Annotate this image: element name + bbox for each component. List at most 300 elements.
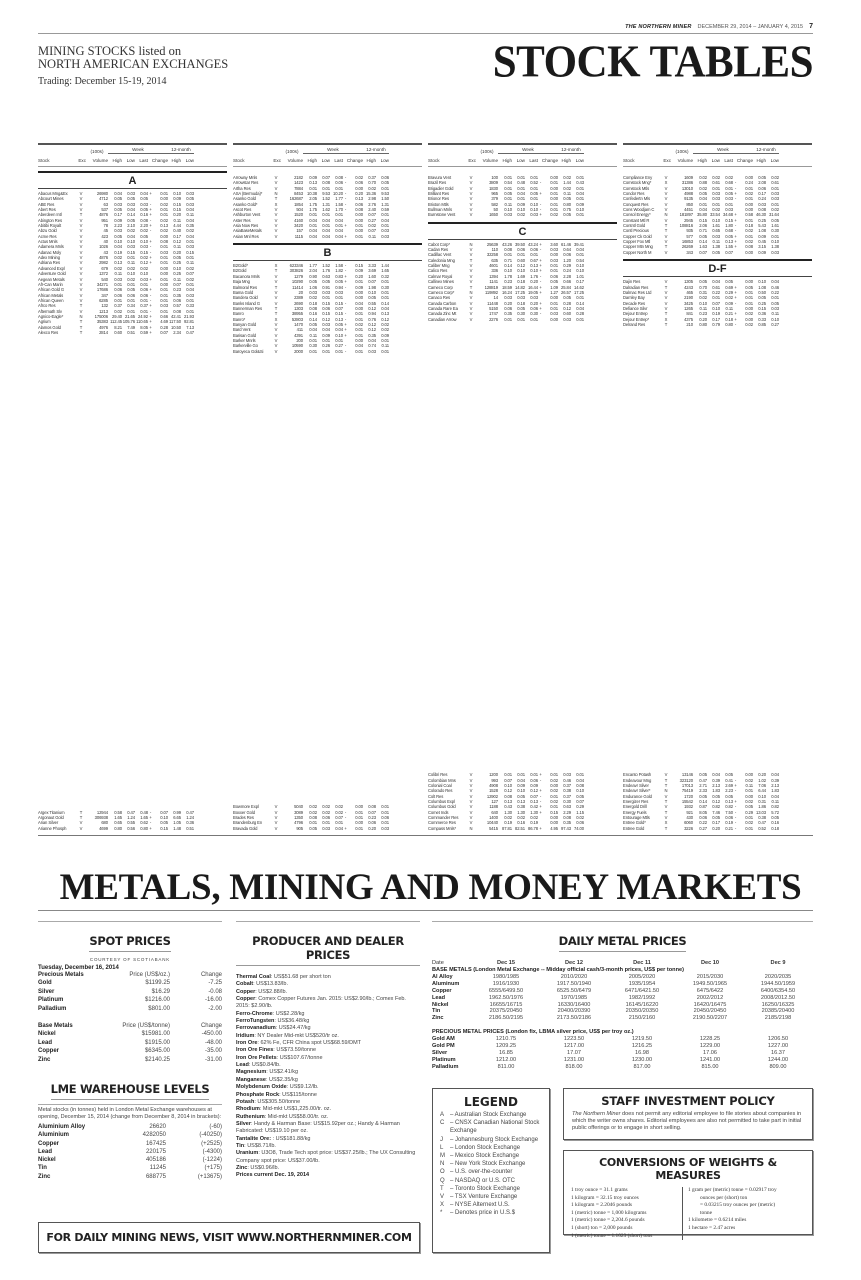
week-high: 1.77	[309, 263, 317, 269]
volume: 181897	[679, 212, 693, 218]
last: 0.01	[530, 772, 538, 778]
conversion-line: 1 (metric) tonne = 1.1023 (short) tons	[571, 1232, 653, 1239]
last: 0.19	[725, 820, 733, 826]
stock-name: Colibri Res	[428, 772, 448, 778]
year-low: 0.04	[186, 207, 194, 213]
week-low: 0.03	[322, 321, 330, 327]
week-high: 0.15	[699, 217, 707, 223]
lme-table	[38, 1123, 222, 1181]
daily-row	[432, 1036, 813, 1043]
week-low: 0.15	[322, 300, 330, 306]
volume: 1609	[684, 175, 693, 180]
lme-intro: Metal stocks (in tonnes) held in London Metal Exchange warehouses at opening, December 15, 2014 (change from December 8, 2014 in brackets):	[38, 1107, 222, 1120]
year-low: 0.03	[186, 292, 194, 298]
change: 0.02	[160, 217, 168, 223]
last: 0.04	[335, 228, 343, 234]
volume: 537	[101, 207, 108, 213]
exchange: V	[469, 247, 473, 253]
change: (-60)	[209, 1124, 222, 1130]
volume: 577	[686, 233, 693, 239]
year-low: 0.30	[381, 284, 389, 290]
year-high: 0.24	[758, 196, 766, 202]
week-low: 1.76	[322, 268, 330, 274]
price-cell: 1209.25	[495, 1043, 517, 1050]
producer-item	[236, 1114, 420, 1121]
year-high: 1.08	[758, 284, 766, 290]
change-sign: -	[149, 244, 152, 250]
week-high: 43.26	[502, 241, 512, 247]
year-low: 0.01	[381, 809, 389, 815]
price-cell: 16330/16400	[557, 1001, 591, 1008]
legend-title: LEGEND	[464, 1095, 518, 1109]
page-title: STOCK TABLES	[492, 37, 813, 88]
change-sign: -	[344, 809, 347, 815]
volume: 2389	[294, 295, 303, 301]
year-high: 0.85	[758, 321, 766, 327]
last: 0.05	[140, 196, 148, 202]
year-high: 0.37	[368, 175, 376, 180]
last: 34.68	[723, 212, 733, 218]
volume-unit: (100s)	[90, 149, 104, 154]
twelve-month-group-label: 12-month	[753, 147, 779, 154]
week-low: 0.01	[127, 297, 135, 303]
year-low: 14.62	[574, 284, 584, 290]
column-header: Volume	[482, 158, 498, 163]
week-low: 0.02	[712, 175, 720, 180]
year-high: 0.07	[173, 281, 181, 287]
year-low: 21.93	[184, 313, 194, 319]
price-cell: 17.06	[703, 1050, 717, 1057]
exchange: V	[664, 295, 668, 301]
week-high: 0.01	[114, 281, 122, 287]
last: 0.07	[725, 249, 733, 255]
change: 0.01	[745, 233, 753, 239]
table-row	[428, 826, 617, 831]
week-high: 0.19	[504, 820, 512, 826]
change: 0.58	[745, 212, 753, 218]
section-letter: A	[38, 171, 227, 189]
week-low: 0.08	[322, 180, 330, 186]
column-tail	[38, 810, 227, 831]
week-low: 0.01	[517, 252, 525, 258]
last: 0.27	[335, 343, 343, 349]
change: 0.03	[160, 249, 168, 255]
change-sign: -	[344, 300, 347, 306]
price-cell: 2186.50/2195	[488, 1015, 524, 1022]
year-high: 0.02	[563, 175, 571, 180]
last: 0.02	[725, 295, 733, 301]
metal-name: Palladium	[432, 1063, 459, 1070]
year-high: 0.07	[368, 809, 376, 815]
volume: 4796	[294, 820, 303, 826]
visit-website-banner[interactable]	[38, 1222, 420, 1253]
change-sign: -	[344, 311, 347, 317]
year-high: 0.50	[758, 289, 766, 295]
stock-name: Adex Mining	[38, 255, 60, 261]
week-high: 0.07	[699, 249, 707, 255]
metal-name: Nickel	[38, 1157, 56, 1164]
year-high: 10.50	[171, 324, 181, 330]
exchange: V	[469, 798, 473, 804]
year-low: 0.09	[381, 332, 389, 338]
volume: 347	[101, 292, 108, 298]
change-sign: -	[734, 788, 737, 794]
last: 0.01	[530, 175, 538, 180]
week-low: 0.15	[322, 311, 330, 317]
last: 0.03	[725, 207, 733, 213]
change: 0.01	[355, 223, 363, 229]
date-header: Dec 10	[700, 960, 720, 966]
exchange: V	[79, 255, 83, 261]
price-cell: 6475/6422	[696, 987, 724, 994]
volume: 11414	[292, 284, 303, 290]
column-header-row	[623, 158, 812, 167]
exchange: V	[274, 804, 278, 810]
stock-name: Copper Ck Gold	[623, 233, 652, 239]
change-sign: -	[344, 207, 347, 213]
volume: 1265	[684, 305, 693, 311]
year-high: 0.10	[368, 289, 376, 295]
stock-name: Endurance Gold	[623, 793, 652, 799]
spot-header-row	[38, 971, 222, 979]
year-low: 0.05	[771, 814, 779, 820]
change-sign: -	[149, 217, 152, 223]
price-cell: 1229.00	[699, 1043, 721, 1050]
exchange: T	[664, 777, 668, 783]
change-sign: +	[149, 324, 152, 330]
stock-name: Entourage Mtls	[623, 814, 650, 820]
year-low: 0.22	[771, 289, 779, 295]
week-low: 0.01	[712, 201, 720, 207]
exchange: X	[274, 263, 278, 269]
column-header: High	[697, 158, 707, 163]
column-header: Volume	[677, 158, 693, 163]
change: 0.20	[355, 191, 363, 197]
stock-name: Copper Mtn Mng	[623, 244, 653, 250]
year-high: 0.05	[563, 212, 571, 218]
table-row	[233, 826, 422, 831]
price-cell: 20350/20350	[625, 1008, 659, 1015]
week-high: 0.35	[504, 311, 512, 317]
year-high: 0.17	[173, 233, 181, 239]
volume: 26980	[96, 191, 108, 196]
year-low: 0.12	[381, 316, 389, 322]
year-high: 1.60	[368, 273, 376, 279]
commodity-name: Thermal Coal	[236, 974, 271, 980]
stock-name: Aster Res	[233, 217, 251, 223]
week-low: 0.04	[712, 772, 720, 778]
volume: 1200	[489, 772, 498, 778]
price-cell: 1206.50	[767, 1036, 789, 1043]
week-low: 0.61	[712, 284, 720, 290]
commodity-name: Phosphate Rock	[236, 1091, 280, 1098]
last: 1.76	[530, 273, 538, 279]
year-low: 0.46	[771, 284, 779, 290]
week-low: 0.06	[127, 292, 135, 298]
week-high: 0.23	[504, 279, 512, 285]
stock-name: Dalradian Res	[623, 284, 649, 290]
spot-prices-panel	[38, 921, 222, 1105]
year-low: 0.10	[576, 788, 584, 794]
last: 0.01	[140, 308, 148, 314]
year-low: 0.04	[576, 247, 584, 253]
volume: 12944	[96, 809, 108, 815]
stock-name: Defiance Silvr	[623, 305, 648, 311]
metal-name: Nickel	[38, 1031, 56, 1038]
week-low: 0.38	[517, 804, 525, 810]
exchange: V	[79, 228, 83, 234]
week-low: 0.02	[517, 212, 525, 218]
legend-key: C	[440, 1120, 445, 1127]
stock-name: Asian Mnl Res	[233, 233, 259, 239]
volume: 965	[491, 191, 498, 197]
week-high: 0.02	[309, 804, 317, 810]
last: 0.01	[140, 281, 148, 287]
week-high: 0.14	[699, 239, 707, 245]
week-low: 0.01	[517, 316, 525, 322]
spot-row	[38, 1056, 222, 1064]
change: 0.01	[160, 287, 168, 293]
year-low: 0.01	[771, 295, 779, 301]
last: 1.58	[335, 263, 343, 269]
column-header: Stock	[38, 158, 50, 163]
last: 0.04	[335, 217, 343, 223]
last: 0.41	[725, 777, 733, 783]
exchange: V	[274, 217, 278, 223]
year-low: 0.82	[771, 804, 779, 810]
commodity-price: : Mid-mkt US$58.00/tr. oz.	[264, 1113, 329, 1120]
commodity-name: Manganese	[236, 1076, 266, 1083]
week-low: 0.12	[712, 798, 720, 804]
week-high: 0.10	[114, 239, 122, 245]
year-high: 0.02	[368, 185, 376, 191]
volume: 411	[296, 327, 303, 333]
change: 0.00	[550, 252, 558, 258]
volume: 35383	[96, 319, 108, 325]
exchange: V	[469, 201, 473, 207]
week-low: 0.01	[517, 175, 525, 180]
change: 0.00	[550, 814, 558, 820]
metal-name: Aluminum	[432, 980, 460, 987]
spot-row	[38, 1047, 222, 1055]
week-high: 0.01	[504, 175, 512, 180]
change: 0.03	[550, 247, 558, 253]
year-high: 0.38	[758, 814, 766, 820]
exchange: N	[469, 825, 473, 831]
change-sign: +	[539, 804, 542, 810]
week-high: 0.27	[699, 825, 707, 831]
volume: 1303	[294, 305, 303, 311]
column-header: Last	[139, 158, 148, 163]
stock-name: Agrium	[38, 319, 51, 325]
change: 0.00	[745, 793, 753, 799]
year-high: 117.50	[169, 319, 181, 325]
change-sign: +	[149, 212, 152, 218]
section-letter: D-F	[623, 259, 812, 277]
change-sign: +	[149, 191, 152, 196]
exchange: V	[274, 295, 278, 301]
week-high: 0.02	[699, 295, 707, 301]
year-high: 0.25	[758, 300, 766, 306]
year-low: 0.11	[771, 311, 779, 317]
metal-name: Lead	[38, 1039, 53, 1046]
change: (+2525)	[201, 1140, 222, 1147]
stock-name: Baja Mng	[233, 279, 250, 285]
last: 0.02	[530, 814, 538, 820]
change-sign: +	[539, 257, 542, 263]
week-low: 0.13	[517, 798, 525, 804]
change: 0.05	[550, 279, 558, 285]
legend-description: – TSX Venture Exchange	[450, 1194, 518, 1201]
change-sign: -	[149, 292, 152, 298]
week-high: 0.04	[699, 207, 707, 213]
stock-name: Alamos Gold	[38, 324, 61, 330]
year-low: 0.02	[186, 276, 194, 282]
exchange: V	[274, 321, 278, 327]
stock-column	[38, 143, 227, 831]
exchange: V	[664, 305, 668, 311]
column-header: Low	[380, 158, 389, 163]
volume: 1141	[489, 279, 498, 285]
change-sign: -	[149, 809, 152, 815]
stock-name: Bowmore Expl	[233, 804, 259, 810]
week-high: 0.04	[114, 244, 122, 250]
week-high: 0.01	[309, 348, 317, 354]
volume: 1830	[489, 185, 498, 191]
last: 0.02	[335, 804, 343, 810]
volume: 1372	[99, 271, 108, 277]
year-low: 0.01	[381, 804, 389, 810]
week-low: 1.62	[322, 207, 330, 213]
year-low: 0.06	[576, 820, 584, 826]
exchange: V	[469, 793, 473, 799]
last: 0.03	[140, 244, 148, 250]
change: 0.00	[160, 196, 168, 202]
volume: 921	[686, 809, 693, 815]
change-sign: -	[344, 268, 347, 274]
stock-name: Brandenburg En	[233, 820, 263, 826]
producer-item	[236, 1069, 420, 1076]
price-cell: 1216.25	[631, 1043, 653, 1050]
producer-item	[236, 1033, 420, 1040]
producer-item	[236, 1136, 420, 1143]
conversion-line: 1 (metric) tonne = 2,204.6 pounds	[571, 1217, 645, 1224]
change: 0.01	[745, 295, 753, 301]
producer-item	[236, 989, 420, 996]
week-high: 0.03	[309, 289, 317, 295]
exchange: V	[79, 249, 83, 255]
week-low: 0.03	[322, 825, 330, 831]
volume: 423	[101, 233, 108, 239]
week-high: 0.05	[114, 207, 122, 213]
year-low: 0.01	[576, 196, 584, 202]
week-high: 2.33	[699, 788, 707, 794]
change-sign: -	[149, 201, 152, 207]
price-cell: 1217.00	[563, 1043, 585, 1050]
last: 0.06	[530, 777, 538, 783]
year-high: 0.03	[758, 201, 766, 207]
change: 0.24	[745, 180, 753, 186]
week-low: 0.05	[517, 793, 525, 799]
week-low: 0.01	[712, 185, 720, 191]
year-high: 0.08	[368, 804, 376, 810]
stock-name: Asia Now Res	[233, 223, 259, 229]
week-high: 0.37	[114, 303, 122, 309]
metal-name: Gold PM	[432, 1043, 455, 1050]
volume: 175006	[94, 313, 108, 319]
year-high: 2.98	[368, 196, 376, 202]
volume: 100	[491, 175, 498, 180]
last: 0.19	[530, 820, 538, 826]
exchange: N	[469, 241, 473, 247]
exchange: V	[664, 196, 668, 202]
exchange: V	[79, 281, 83, 287]
year-high: 42.41	[171, 313, 181, 319]
week-low: 0.04	[517, 191, 525, 197]
change-sign: +	[149, 319, 152, 325]
last: 1.70	[335, 207, 343, 213]
week-low: 0.18	[517, 300, 525, 306]
exchange: V	[469, 809, 473, 815]
legend-item	[440, 1160, 542, 1168]
header-group-row	[38, 147, 227, 154]
exchange: T	[274, 311, 278, 317]
last: 1.58	[335, 201, 343, 207]
lme-row	[38, 1148, 222, 1156]
stock-name: Colonial Coal	[428, 782, 452, 788]
change: 0.01	[355, 348, 363, 354]
year-low: 17.25	[574, 289, 584, 295]
section-letter: C	[428, 222, 617, 240]
change: 0.00	[355, 289, 363, 295]
change: 0.05	[745, 284, 753, 290]
price-cell: 20385/20400	[761, 1008, 795, 1015]
change-sign: +	[539, 772, 542, 778]
week-low: 0.03	[712, 233, 720, 239]
intro-line-2: NORTH AMERICAN EXCHANGES	[38, 57, 229, 71]
change: 0.08	[355, 207, 363, 213]
week-low: 0.12	[517, 263, 525, 269]
visit-link[interactable]: FOR DAILY MINING NEWS, VISIT WWW.NORTHERNMINER.COM	[46, 1231, 412, 1244]
week-low: 0.16	[517, 820, 525, 826]
year-high: 1.86	[758, 804, 766, 810]
year-high: 0.20	[758, 772, 766, 778]
exchange: T	[79, 324, 83, 330]
week-low: 0.56	[127, 825, 135, 831]
legend-key: L	[440, 1144, 444, 1151]
year-high: 0.10	[173, 191, 181, 196]
week-low: 0.20	[712, 825, 720, 831]
change: 0.02	[745, 820, 753, 826]
stock-name: Endeavr Silver	[623, 782, 649, 788]
year-high: 61.46	[561, 241, 571, 247]
lme-row	[38, 1156, 222, 1164]
week-high: 10.38	[307, 191, 317, 197]
week-low: 0.04	[517, 777, 525, 783]
legend-item	[440, 1185, 542, 1193]
week-high: 0.01	[309, 212, 317, 218]
volume: 1026	[99, 244, 108, 250]
legend-key: V	[440, 1194, 445, 1201]
twelve-month-group-label: 12-month	[558, 147, 584, 154]
stock-name: Canada Rare Ea	[428, 305, 458, 311]
year-low: 0.02	[771, 207, 779, 213]
volume: 10590	[291, 343, 303, 349]
year-low: 0.01	[186, 281, 194, 287]
change-sign: -	[539, 798, 542, 804]
exchange: V	[79, 207, 83, 213]
change: 0.15	[160, 825, 168, 831]
